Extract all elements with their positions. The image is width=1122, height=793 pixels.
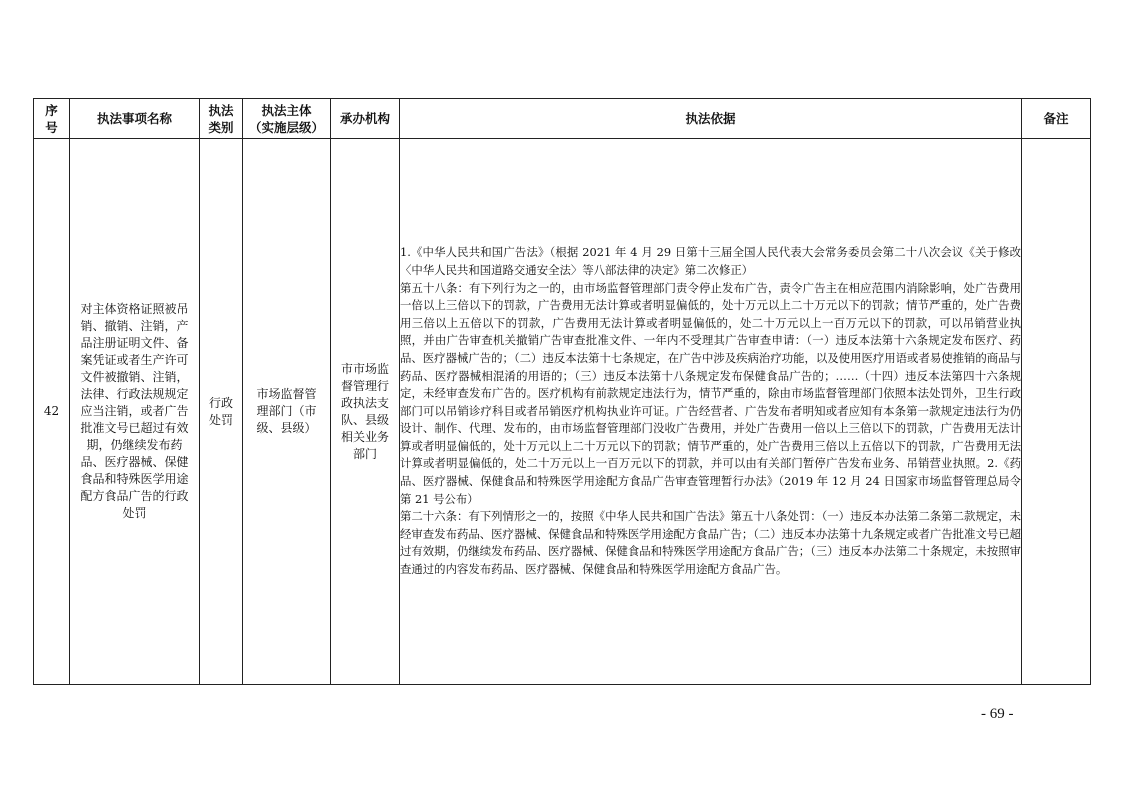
- basis-paragraph-2: 第五十八条：有下列行为之一的，由市场监督管理部门责令停止发布广告，责令广告主在相应范围内消除影响，处广告费用一倍以上三倍以下的罚款，广告费用无法计算或者明显偏低的，处十万元以上二十万元以下的罚款；情节严重的，处广告费用三倍以上五倍以下的罚款，广告费用无法计算或者明显偏低的，处二十万元以上一百万元以下的罚款，可以吊销营业执照，并由广告审查机关撤销广告审查批准文件、一年内不受理其广告审查申请：（一）违反本法第十六条规定发布医疗、药品、医疗器械广告的；（二）违反本法第十七条规定，在广告中涉及疾病治疗功能，以及使用医疗用语或者易使推销的商品与药品、医疗器械相混淆的用语的；（三）违反本法第十八条规定发布保健食品广告的；……（十四）违反本法第四十六条规定，未经审查发布广告的。医疗机构有前款规定违法行为，情节严重的，除由市场监督管理部门依照本法处罚外，卫生行政部门可以吊销诊疗科目或者吊销医疗机构执业许可证。广告经营者、广告发布者明知或者应知有本条第一款规定违法行为仍设计、制作、代理、发布的，由市场监督管理部门没收广告费用，并处广告费用一倍以上三倍以下的罚款，广告费用无法计算或者明显偏低的，处十万元以上二十万元以下的罚款；情节严重的，处广告费用三倍以上五倍以下的罚款，广告费用无法计算或者明显偏低的，处二十万元以上一百万元以下的罚款，并可以由有关部门暂停广告发布业务、吊销营业执照。2.《药品、医疗器械、保健食品和特殊医学用途配方食品广告审查管理暂行办法》（2019 年 12 月 24 日国家市场监督管理总局令第 21 号公布）: [400, 280, 1021, 506]
- header-item-name: 执法事项名称: [70, 99, 200, 139]
- row-subject: [243, 139, 331, 685]
- row-basis: [400, 139, 1022, 685]
- header-subject-line1: 执法主体: [261, 102, 312, 118]
- header-category: [200, 99, 243, 139]
- header-seq-line1: 序: [45, 102, 58, 118]
- header-subject: [243, 99, 331, 139]
- header-subject-line2: （实施层级）: [248, 119, 324, 135]
- row-remark: [1022, 139, 1091, 685]
- row-seq: 42: [34, 139, 70, 685]
- basis-paragraph-3: 第二十六条：有下列情形之一的，按照《中华人民共和国广告法》第五十八条处罚：（一）违反本办法第二条第二款规定，未经审查发布药品、医疗器械、保健食品和特殊医学用途配方食品广告；（二）违反本办法第十九条规定或者广告批准文号已超过有效期，仍继续发布药品、医疗器械、保健食品和特殊医学用途配方食品广告；（三）违反本办法第二十条规定，未按照审查通过的内容发布药品、医疗器械、保健食品和特殊医学用途配方食品广告。: [400, 509, 1021, 577]
- row-category-text: 行政处罚: [208, 395, 233, 427]
- row-agency-text: 市市场监督管理行政执法支队、县级相关业务部门: [340, 361, 389, 461]
- enforcement-table: [33, 98, 1091, 685]
- table-row: [34, 139, 1091, 685]
- page-number: - 69 -: [981, 706, 1014, 722]
- header-basis: 执法依据: [400, 99, 1022, 139]
- row-agency: [331, 139, 400, 685]
- row-item-name: [70, 139, 200, 685]
- row-item-name-text: 对主体资格证照被吊销、撤销、注销，产品注册证明文件、备案凭证或者生产许可文件被撤销、注销，法律、行政法规规定应当注销，或者广告批准文号已超过有效期，仍继续发布药品、医疗器械、保健食品和特殊医学用途配方食品广告的行政处罚: [80, 302, 189, 520]
- header-agency: 承办机构: [331, 99, 400, 139]
- row-category: [200, 139, 243, 685]
- row-subject-text: 市场监督管理部门（市级、县级）: [256, 387, 317, 435]
- header-category-line2: 类别: [208, 119, 234, 135]
- header-row: [34, 99, 1091, 139]
- header-seq-line2: 号: [45, 119, 58, 135]
- header-remark: 备注: [1022, 99, 1091, 139]
- header-seq: [34, 99, 70, 139]
- basis-paragraph-1: 1.《中华人民共和国广告法》（根据 2021 年 4 月 29 日第十三届全国人民代表大会常务委员会第二十八次会议《关于修改〈中华人民共和国道路交通安全法〉等八部法律的决定》第二次修正）: [400, 245, 1021, 277]
- header-category-line1: 执法: [208, 102, 234, 118]
